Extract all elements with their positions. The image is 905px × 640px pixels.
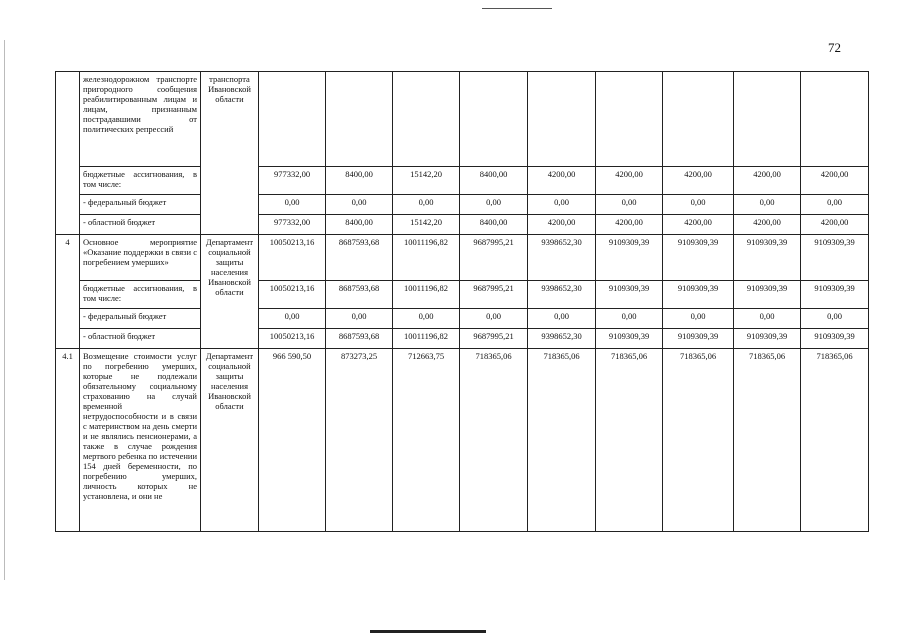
value-cell [460, 72, 528, 167]
value-cell: 4200,00 [734, 215, 801, 235]
value-cell: 0,00 [663, 309, 734, 329]
value-cell: 15142,20 [393, 215, 460, 235]
description-cell: Основное мероприятие «Оказание поддержки в связи с погребением умерших» [80, 235, 201, 281]
table-row [56, 309, 869, 329]
value-cell: 9109309,39 [734, 281, 801, 309]
value-cell: 0,00 [460, 195, 528, 215]
value-cell: 9109309,39 [801, 235, 869, 281]
value-cell [801, 72, 869, 167]
value-cell: 15142,20 [393, 167, 460, 195]
value-cell: 8687593,68 [326, 235, 393, 281]
value-cell: 10050213,16 [259, 235, 326, 281]
value-cell: 10011196,82 [393, 281, 460, 309]
value-cell [528, 72, 596, 167]
description-cell: железнодорожном транспорте пригородного сообщения реабилитированным лицам и лицам, признанным пострадавшими от политических репрессий [80, 72, 201, 167]
value-cell: 0,00 [326, 309, 393, 329]
value-cell: 977332,00 [259, 215, 326, 235]
value-cell: 4200,00 [528, 215, 596, 235]
value-cell: 0,00 [596, 195, 663, 215]
row-number-cell: 4.1 [56, 349, 80, 532]
value-cell [326, 72, 393, 167]
executor-cell: Департамент социальной защиты населения Ивановской области [201, 235, 259, 349]
value-cell: 9398652,30 [528, 235, 596, 281]
value-cell: 718365,06 [528, 349, 596, 532]
value-cell [596, 72, 663, 167]
value-cell: 10050213,16 [259, 281, 326, 309]
value-cell: 8687593,68 [326, 329, 393, 349]
value-cell: 977332,00 [259, 167, 326, 195]
federal-budget-label: - федеральный бюджет [80, 309, 201, 329]
value-cell: 4200,00 [596, 167, 663, 195]
value-cell: 8400,00 [326, 215, 393, 235]
budget-label: бюджетные ассигнования, в том числе: [80, 281, 201, 309]
value-cell: 0,00 [801, 195, 869, 215]
value-cell: 10011196,82 [393, 329, 460, 349]
executor-cell: транспорта Ивановской области [201, 72, 259, 235]
value-cell: 9398652,30 [528, 329, 596, 349]
value-cell: 0,00 [259, 195, 326, 215]
value-cell: 0,00 [801, 309, 869, 329]
value-cell: 4200,00 [734, 167, 801, 195]
value-cell: 0,00 [734, 195, 801, 215]
value-cell: 0,00 [460, 309, 528, 329]
value-cell: 9109309,39 [734, 235, 801, 281]
description-cell: Возмещение стоимости услуг по погребению умерших, которые не подлежали обязательному социальному страхованию на случай временной нетрудоспособности и в связи с материнством на день смерти и не являлись пенсионерами, а также в случае рождения мертвого ребенка по истечении 154 дней беременности, по погребению умерших, личность которых не установлена, и они не [80, 349, 201, 532]
value-cell: 8400,00 [326, 167, 393, 195]
row-number-cell [56, 72, 80, 235]
table-row [56, 167, 869, 195]
value-cell: 4200,00 [801, 215, 869, 235]
value-cell: 4200,00 [663, 215, 734, 235]
value-cell: 0,00 [734, 309, 801, 329]
value-cell: 0,00 [528, 195, 596, 215]
value-cell: 0,00 [393, 195, 460, 215]
value-cell: 0,00 [663, 195, 734, 215]
value-cell [734, 72, 801, 167]
value-cell: 4200,00 [596, 215, 663, 235]
value-cell: 8400,00 [460, 215, 528, 235]
value-cell: 4200,00 [663, 167, 734, 195]
budget-label: бюджетные ассигнования, в том числе: [80, 167, 201, 195]
value-cell: 718365,06 [663, 349, 734, 532]
value-cell: 9398652,30 [528, 281, 596, 309]
table-row [56, 215, 869, 235]
value-cell: 10011196,82 [393, 235, 460, 281]
value-cell: 0,00 [326, 195, 393, 215]
value-cell: 0,00 [528, 309, 596, 329]
value-cell: 9109309,39 [663, 329, 734, 349]
value-cell: 718365,06 [460, 349, 528, 532]
value-cell: 9687995,21 [460, 235, 528, 281]
table-row [56, 235, 869, 281]
table-row [56, 281, 869, 309]
value-cell: 10050213,16 [259, 329, 326, 349]
regional-budget-label: - областной бюджет [80, 215, 201, 235]
value-cell: 0,00 [393, 309, 460, 329]
value-cell [259, 72, 326, 167]
value-cell: 9109309,39 [663, 281, 734, 309]
table-row [56, 195, 869, 215]
regional-budget-label: - областной бюджет [80, 329, 201, 349]
value-cell: 4200,00 [801, 167, 869, 195]
table-row [56, 72, 869, 167]
row-number-cell: 4 [56, 235, 80, 349]
value-cell: 966 590,50 [259, 349, 326, 532]
value-cell: 8400,00 [460, 167, 528, 195]
value-cell: 873273,25 [326, 349, 393, 532]
value-cell: 9109309,39 [801, 329, 869, 349]
value-cell: 718365,06 [734, 349, 801, 532]
budget-table [55, 71, 869, 532]
value-cell: 4200,00 [528, 167, 596, 195]
page-number: 72 [828, 40, 841, 55]
value-cell: 718365,06 [596, 349, 663, 532]
top-rule [482, 8, 552, 9]
value-cell: 9109309,39 [801, 281, 869, 309]
value-cell [393, 72, 460, 167]
value-cell: 9109309,39 [663, 235, 734, 281]
executor-cell: Департамент социальной защиты населения Ивановской области [201, 349, 259, 532]
federal-budget-label: - федеральный бюджет [80, 195, 201, 215]
value-cell: 9109309,39 [596, 329, 663, 349]
binding-margin-line [4, 40, 5, 580]
value-cell: 0,00 [259, 309, 326, 329]
table-row [56, 349, 869, 532]
table-row [56, 329, 869, 349]
value-cell: 9687995,21 [460, 281, 528, 309]
value-cell [663, 72, 734, 167]
value-cell: 718365,06 [801, 349, 869, 532]
value-cell: 0,00 [596, 309, 663, 329]
value-cell: 9687995,21 [460, 329, 528, 349]
value-cell: 9109309,39 [734, 329, 801, 349]
bottom-rule [370, 630, 486, 633]
value-cell: 9109309,39 [596, 281, 663, 309]
value-cell: 8687593,68 [326, 281, 393, 309]
value-cell: 712663,75 [393, 349, 460, 532]
value-cell: 9109309,39 [596, 235, 663, 281]
